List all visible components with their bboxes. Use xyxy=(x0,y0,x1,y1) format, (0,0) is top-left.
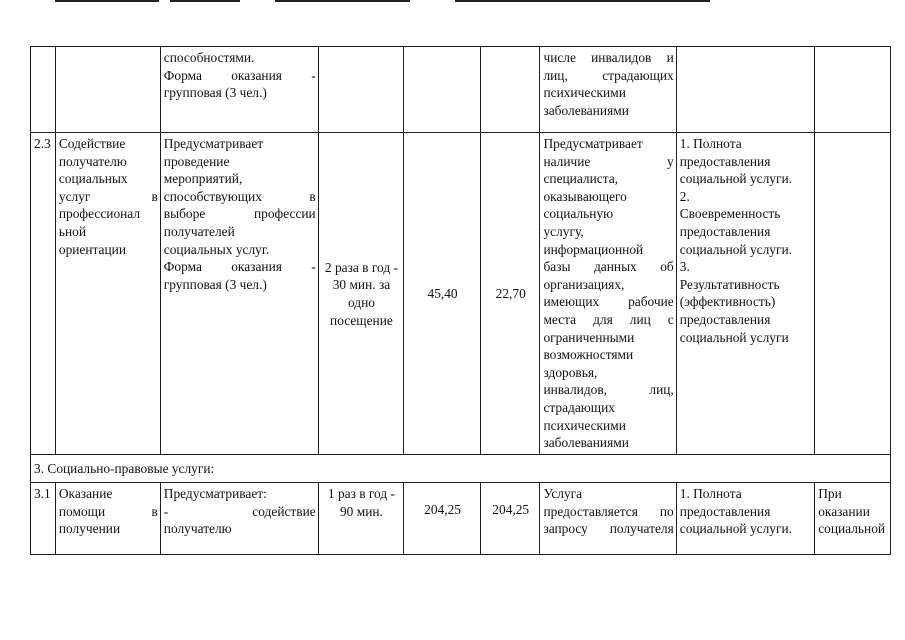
cell-text-line: одно xyxy=(347,295,375,310)
table-row-continuation xyxy=(31,47,891,133)
cell-text-line: 30 мин. за xyxy=(332,277,391,293)
cell-text-line: 1. Полнота xyxy=(679,136,742,151)
cell-text-line: При xyxy=(818,486,842,501)
cell-conditions xyxy=(540,47,676,133)
cell-text-line: Содействие xyxy=(58,136,126,151)
services-table xyxy=(30,46,891,555)
cell-text-line: выборе профессии xyxy=(163,206,316,222)
cell-text-line: (эффективность) xyxy=(679,294,776,310)
cell-text-line: получателю xyxy=(163,521,232,537)
table-row-3-1 xyxy=(31,483,891,555)
cell-text-line: предоставления xyxy=(679,153,771,169)
cell-text-line: наличие у xyxy=(543,153,674,169)
cell-text-line: 2. xyxy=(679,188,690,204)
cell-text-line: организациях, xyxy=(543,276,625,292)
cell-frequency xyxy=(318,483,403,555)
cell-conditions xyxy=(540,133,676,455)
cell-description xyxy=(160,47,318,133)
cell-text-line: социальной услуги. xyxy=(679,171,792,187)
cell-text-line: социальной услуги xyxy=(679,329,789,345)
cell-text-line: социальную xyxy=(543,206,614,222)
cell-text-line: получении xyxy=(58,521,121,537)
cell-number: 3.1 xyxy=(31,483,56,555)
cell-text-line: информационной xyxy=(543,241,644,257)
scan-artifact-line xyxy=(275,0,410,2)
cell-number xyxy=(31,47,56,133)
cell-text-line: психическими xyxy=(543,85,626,101)
cell-text-line: предоставляется по xyxy=(543,503,674,519)
cell-price: 204,25 xyxy=(404,483,481,555)
cell-text-line: получателей xyxy=(163,223,235,239)
cell-service-name xyxy=(55,47,160,133)
scan-artifact-line xyxy=(455,0,710,2)
cell-text-line: страдающих xyxy=(543,399,615,415)
cell-text-line: посещение xyxy=(330,312,393,328)
table-section-row xyxy=(31,455,891,483)
cell-text-line: психическими xyxy=(543,417,626,433)
cell-text-line: 3. xyxy=(679,259,690,275)
cell-text-line: Результативность xyxy=(679,276,780,292)
cell-text-line: - содействие xyxy=(163,503,316,519)
cell-text-line: Оказание xyxy=(58,486,113,501)
cell-text-line: заболеваниями xyxy=(543,435,629,451)
cell-text-line: Форма оказания - xyxy=(163,67,316,83)
cell-number: 2.3 xyxy=(31,133,56,455)
cell-service-name xyxy=(55,483,160,555)
cell-text-line: групповая (3 чел.) xyxy=(163,276,267,292)
cell-service-name xyxy=(55,133,160,455)
cell-text-line: групповая (3 чел.) xyxy=(163,85,267,101)
cell-description xyxy=(160,483,318,555)
cell-text-line: помощи в xyxy=(58,503,158,519)
cell-text-line: запросу получателя xyxy=(543,521,674,537)
cell-text-line: способностями. xyxy=(163,50,255,65)
cell-text-line: лиц, страдающих xyxy=(543,67,674,83)
cell-text-line: предоставления xyxy=(679,311,771,327)
cell-quality-criteria xyxy=(676,47,814,133)
cell-text-line: места для лиц с xyxy=(543,311,674,327)
cell-text-line: ьной xyxy=(58,223,87,239)
cell-text-line: мероприятий, xyxy=(163,171,243,187)
cell-note xyxy=(815,483,891,555)
cell-text-line: профессионал xyxy=(58,206,141,222)
cell-text-line: 2 раза в год - xyxy=(324,259,398,275)
cell-text-line: социальных услуг. xyxy=(163,241,270,257)
cell-text-line: способствующих в xyxy=(163,188,316,204)
cell-text-line: социальной услуги. xyxy=(679,241,792,257)
cell-quality-criteria xyxy=(676,133,814,455)
cell-fee xyxy=(480,47,539,133)
cell-text-line: базы данных об xyxy=(543,259,674,275)
section-title: 3. Социально-правовые услуги: xyxy=(31,455,891,483)
cell-quality-criteria xyxy=(676,483,814,555)
cell-text-line: предоставления xyxy=(679,503,771,519)
scan-artifact-line xyxy=(55,0,159,2)
cell-text-line: Услуга xyxy=(543,486,583,501)
cell-conditions xyxy=(540,483,676,555)
cell-frequency xyxy=(318,47,403,133)
cell-text-line: заболеваниями xyxy=(543,102,629,118)
cell-text-line: числе инвалидов и xyxy=(543,50,674,65)
cell-text-line: услуг в xyxy=(58,188,158,204)
cell-text-line: социальной xyxy=(818,521,886,537)
cell-fee: 204,25 xyxy=(480,483,539,555)
cell-text-line: услугу, xyxy=(543,223,584,239)
cell-frequency xyxy=(318,133,403,455)
cell-text-line: получателю xyxy=(58,153,127,169)
cell-text-line: Форма оказания - xyxy=(163,259,316,275)
table-row-2-3 xyxy=(31,133,891,455)
cell-text-line: Своевременность xyxy=(679,206,781,222)
cell-text-line: 90 мин. xyxy=(339,503,383,519)
cell-text-line: имеющих рабочие xyxy=(543,294,674,310)
cell-text-line: возможностями xyxy=(543,347,634,363)
cell-text-line: социальной услуги. xyxy=(679,521,792,537)
scan-artifact-line xyxy=(170,0,240,2)
cell-text-line: социальных xyxy=(58,171,128,187)
cell-price: 45,40 xyxy=(404,133,481,455)
cell-text-line: ориентации xyxy=(58,241,126,257)
cell-text-line: предоставления xyxy=(679,223,771,239)
cell-text-line: Предусматривает xyxy=(163,136,264,151)
cell-fee: 22,70 xyxy=(480,133,539,455)
cell-text-line: оказывающего xyxy=(543,188,627,204)
cell-text-line: инвалидов, лиц, xyxy=(543,382,674,398)
cell-text-line: специалиста, xyxy=(543,171,618,187)
cell-text-line: проведение xyxy=(163,153,230,169)
cell-text-line: здоровья, xyxy=(543,364,598,380)
cell-text-line: 1. Полнота xyxy=(679,486,742,501)
cell-note xyxy=(815,133,891,455)
cell-text-line: Предусматривает xyxy=(543,136,643,151)
cell-note xyxy=(815,47,891,133)
cell-text-line: Предусматривает: xyxy=(163,486,267,501)
cell-text-line: оказании xyxy=(818,503,870,519)
cell-text-line: ограниченными xyxy=(543,329,635,345)
cell-price xyxy=(404,47,481,133)
cell-description xyxy=(160,133,318,455)
cell-text-line: 1 раз в год - xyxy=(327,486,395,501)
